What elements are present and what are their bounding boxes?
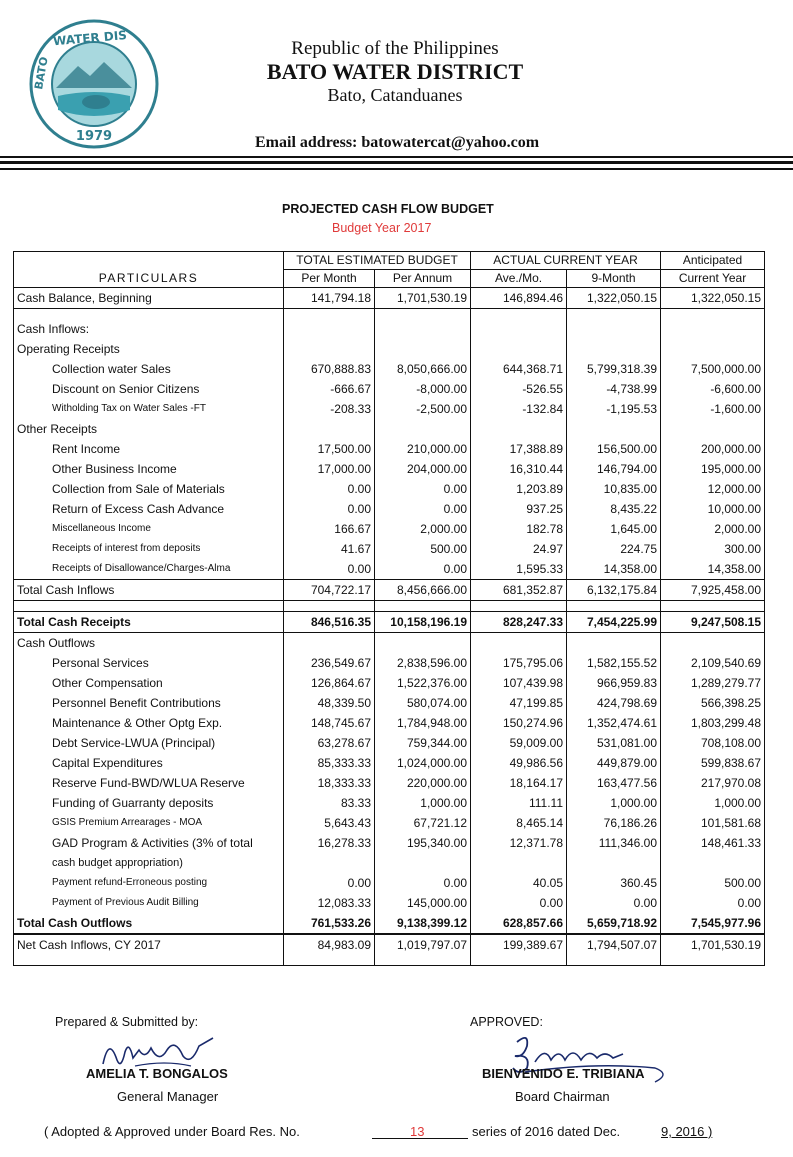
row-value xyxy=(567,955,661,966)
row-value: 0.00 xyxy=(284,499,375,519)
row-value: 6,132,175.84 xyxy=(567,580,661,601)
approved-position: Board Chairman xyxy=(515,1089,610,1104)
header-rule-1 xyxy=(0,156,793,158)
row-value: 670,888.83 xyxy=(284,359,375,379)
row-value xyxy=(567,853,661,873)
email-address: batowatercat@yahoo.com xyxy=(361,134,540,151)
row-value: 599,838.67 xyxy=(661,753,765,773)
row-value: -1,600.00 xyxy=(661,399,765,419)
row-value: 0.00 xyxy=(284,479,375,499)
row-value: 16,278.33 xyxy=(284,833,375,853)
row-value xyxy=(567,419,661,439)
row-value: 7,925,458.00 xyxy=(661,580,765,601)
bwd-seal-logo xyxy=(28,18,160,150)
row-value xyxy=(284,339,375,359)
row-value: 148,745.67 xyxy=(284,713,375,733)
row-value xyxy=(375,853,471,873)
row-value: 83.33 xyxy=(284,793,375,813)
org-location: Bato, Catanduanes xyxy=(327,85,463,105)
row-label: Cash Balance, Beginning xyxy=(14,288,284,309)
table-row xyxy=(14,955,765,966)
row-label: Cash Inflows: xyxy=(14,319,284,339)
row-label: Collection water Sales xyxy=(14,359,284,379)
svg-text:BATO: BATO xyxy=(32,55,51,91)
row-value: 1,595.33 xyxy=(471,559,567,580)
row-value: -6,600.00 xyxy=(661,379,765,399)
prepared-position: General Manager xyxy=(117,1089,219,1104)
row-value xyxy=(567,601,661,612)
row-label: Collection from Sale of Materials xyxy=(14,479,284,499)
row-value xyxy=(661,309,765,320)
row-value: 1,000.00 xyxy=(567,793,661,813)
table-row xyxy=(14,673,765,693)
row-label: Personnel Benefit Contributions xyxy=(14,693,284,713)
row-value: 0.00 xyxy=(567,893,661,913)
row-value: 49,986.56 xyxy=(471,753,567,773)
row-value: 300.00 xyxy=(661,539,765,559)
table-row xyxy=(14,733,765,753)
row-value: 17,388.89 xyxy=(471,439,567,459)
table-row xyxy=(14,633,765,654)
row-value xyxy=(471,419,567,439)
table-row xyxy=(14,853,765,873)
header-rule-2 xyxy=(0,161,793,164)
row-value xyxy=(661,419,765,439)
row-label xyxy=(14,309,284,320)
row-label: Cash Outflows xyxy=(14,633,284,654)
row-value: 9,247,508.15 xyxy=(661,612,765,633)
svg-text:WATER DIS: WATER DIS xyxy=(52,27,128,49)
row-value xyxy=(375,601,471,612)
row-value xyxy=(471,955,567,966)
header-budget: TOTAL ESTIMATED BUDGET xyxy=(284,252,471,270)
table-row xyxy=(14,519,765,539)
row-value: 0.00 xyxy=(375,479,471,499)
row-value: 644,368.71 xyxy=(471,359,567,379)
row-value: 2,838,596.00 xyxy=(375,653,471,673)
row-label: Rent Income xyxy=(14,439,284,459)
row-value: 9,138,399.12 xyxy=(375,913,471,934)
table-row xyxy=(14,833,765,853)
row-label: Miscellaneous Income xyxy=(14,519,284,539)
row-value: 0.00 xyxy=(375,873,471,893)
table-row xyxy=(14,499,765,519)
row-value: 1,024,000.00 xyxy=(375,753,471,773)
row-label: Receipts of interest from deposits xyxy=(14,539,284,559)
row-value: 360.45 xyxy=(567,873,661,893)
row-value: 163,477.56 xyxy=(567,773,661,793)
table-row xyxy=(14,479,765,499)
row-label: Personal Services xyxy=(14,653,284,673)
row-value xyxy=(284,419,375,439)
row-value: 195,340.00 xyxy=(375,833,471,853)
table-row xyxy=(14,288,765,309)
row-value: 424,798.69 xyxy=(567,693,661,713)
row-value xyxy=(284,309,375,320)
row-label: Payment refund-Erroneous posting xyxy=(14,873,284,893)
row-value: 156,500.00 xyxy=(567,439,661,459)
row-value: 101,581.68 xyxy=(661,813,765,833)
row-label: Other Business Income xyxy=(14,459,284,479)
org-name: BATO WATER DISTRICT xyxy=(266,59,524,84)
row-value: 7,454,225.99 xyxy=(567,612,661,633)
row-value: 10,000.00 xyxy=(661,499,765,519)
row-value: 1,322,050.15 xyxy=(567,288,661,309)
row-label xyxy=(14,955,284,966)
row-value: 126,864.67 xyxy=(284,673,375,693)
row-value: 846,516.35 xyxy=(284,612,375,633)
row-value: 2,000.00 xyxy=(375,519,471,539)
row-value xyxy=(375,339,471,359)
table-row xyxy=(14,359,765,379)
table-row xyxy=(14,399,765,419)
row-value xyxy=(567,633,661,654)
row-value: 759,344.00 xyxy=(375,733,471,753)
row-value: 1,322,050.15 xyxy=(661,288,765,309)
row-label: Return of Excess Cash Advance xyxy=(14,499,284,519)
row-value: -208.33 xyxy=(284,399,375,419)
row-value: 146,794.00 xyxy=(567,459,661,479)
row-value: 828,247.33 xyxy=(471,612,567,633)
row-value: 148,461.33 xyxy=(661,833,765,853)
approved-label: APPROVED: xyxy=(470,1015,543,1029)
row-value xyxy=(284,955,375,966)
row-value: -132.84 xyxy=(471,399,567,419)
row-value: 1,352,474.61 xyxy=(567,713,661,733)
row-value xyxy=(471,853,567,873)
row-value xyxy=(471,319,567,339)
table-body xyxy=(14,288,765,966)
table-row xyxy=(14,309,765,320)
subheader-9-month: 9-Month xyxy=(567,270,661,288)
subheader-current-year: Current Year xyxy=(661,270,765,288)
row-label: Receipts of Disallowance/Charges-Alma xyxy=(14,559,284,580)
row-value: 0.00 xyxy=(375,559,471,580)
row-label: Maintenance & Other Optg Exp. xyxy=(14,713,284,733)
row-label: Operating Receipts xyxy=(14,339,284,359)
subheader-per-annum: Per Annum xyxy=(375,270,471,288)
row-value: 175,795.06 xyxy=(471,653,567,673)
row-value: 1,701,530.19 xyxy=(661,934,765,955)
row-value: 18,333.33 xyxy=(284,773,375,793)
email-line xyxy=(255,134,539,152)
row-value: 199,389.67 xyxy=(471,934,567,955)
row-label: GSIS Premium Arrearages - MOA xyxy=(14,813,284,833)
row-value xyxy=(375,633,471,654)
row-value: 8,435.22 xyxy=(567,499,661,519)
row-value xyxy=(375,319,471,339)
header-anticipated: Anticipated xyxy=(661,252,765,270)
row-label: Debt Service-LWUA (Principal) xyxy=(14,733,284,753)
row-value xyxy=(471,309,567,320)
footer-res-no: 13 xyxy=(410,1124,425,1139)
row-value: 0.00 xyxy=(375,499,471,519)
row-value xyxy=(661,955,765,966)
prepared-label: Prepared & Submitted by: xyxy=(55,1015,199,1029)
table-row xyxy=(14,813,765,833)
table-row xyxy=(14,559,765,580)
row-value: 2,000.00 xyxy=(661,519,765,539)
row-value: 236,549.67 xyxy=(284,653,375,673)
row-value: 0.00 xyxy=(284,559,375,580)
row-value: 1,522,376.00 xyxy=(375,673,471,693)
row-value: 1,203.89 xyxy=(471,479,567,499)
row-value: 166.67 xyxy=(284,519,375,539)
header-particulars: PARTICULARS xyxy=(14,252,284,288)
row-value: 24.97 xyxy=(471,539,567,559)
document-title: PROJECTED CASH FLOW BUDGET xyxy=(282,202,494,216)
table-row xyxy=(14,773,765,793)
header-rule-3 xyxy=(0,168,793,170)
table-row xyxy=(14,873,765,893)
row-value xyxy=(471,633,567,654)
row-value: 14,358.00 xyxy=(567,559,661,580)
prepared-name: AMELIA T. BONGALOS xyxy=(86,1066,228,1081)
row-value: 1,794,507.07 xyxy=(567,934,661,955)
row-label: Other Receipts xyxy=(14,419,284,439)
row-value: 18,164.17 xyxy=(471,773,567,793)
table-row xyxy=(14,319,765,339)
row-value: 12,000.00 xyxy=(661,479,765,499)
row-value xyxy=(661,633,765,654)
row-value: -4,738.99 xyxy=(567,379,661,399)
row-label: Total Cash Outflows xyxy=(14,913,284,934)
row-value: 681,352.87 xyxy=(471,580,567,601)
row-value: 531,081.00 xyxy=(567,733,661,753)
row-value xyxy=(284,853,375,873)
row-value: 210,000.00 xyxy=(375,439,471,459)
row-value xyxy=(567,319,661,339)
row-value: 580,074.00 xyxy=(375,693,471,713)
org-header xyxy=(210,38,580,106)
row-value xyxy=(567,339,661,359)
row-value: 10,158,196.19 xyxy=(375,612,471,633)
row-value: 76,186.26 xyxy=(567,813,661,833)
row-value: 8,050,666.00 xyxy=(375,359,471,379)
row-label: GAD Program & Activities (3% of total xyxy=(14,833,284,853)
row-label: Net Cash Inflows, CY 2017 xyxy=(14,934,284,955)
row-value xyxy=(661,853,765,873)
row-value: 704,722.17 xyxy=(284,580,375,601)
row-value: 5,643.43 xyxy=(284,813,375,833)
row-value xyxy=(375,955,471,966)
row-value: 16,310.44 xyxy=(471,459,567,479)
row-value xyxy=(375,419,471,439)
email-label: Email address: xyxy=(255,134,358,151)
republic-line: Republic of the Philippines xyxy=(291,38,499,59)
row-value: 5,799,318.39 xyxy=(567,359,661,379)
row-value: 111.11 xyxy=(471,793,567,813)
row-value: 1,784,948.00 xyxy=(375,713,471,733)
row-value: 146,894.46 xyxy=(471,288,567,309)
row-value: 1,000.00 xyxy=(661,793,765,813)
row-value: 1,803,299.48 xyxy=(661,713,765,733)
row-value: 195,000.00 xyxy=(661,459,765,479)
row-value: 1,289,279.77 xyxy=(661,673,765,693)
row-value xyxy=(375,309,471,320)
approved-name: BIENVENIDO E. TRIBIANA xyxy=(482,1066,645,1081)
row-value xyxy=(284,633,375,654)
row-label: Total Cash Receipts xyxy=(14,612,284,633)
row-value: 48,339.50 xyxy=(284,693,375,713)
row-value xyxy=(661,319,765,339)
row-value: 224.75 xyxy=(567,539,661,559)
row-value: 67,721.12 xyxy=(375,813,471,833)
row-value xyxy=(471,601,567,612)
row-value: 1,019,797.07 xyxy=(375,934,471,955)
row-value: 1,000.00 xyxy=(375,793,471,813)
row-value: 145,000.00 xyxy=(375,893,471,913)
row-value: 937.25 xyxy=(471,499,567,519)
row-value: 217,970.08 xyxy=(661,773,765,793)
table-row xyxy=(14,379,765,399)
row-label: cash budget appropriation) xyxy=(14,853,284,873)
row-value: -666.67 xyxy=(284,379,375,399)
row-value: 10,835.00 xyxy=(567,479,661,499)
row-value: -1,195.53 xyxy=(567,399,661,419)
table-row xyxy=(14,601,765,612)
row-value: 0.00 xyxy=(471,893,567,913)
row-value xyxy=(661,601,765,612)
row-value: 111,346.00 xyxy=(567,833,661,853)
row-label: Other Compensation xyxy=(14,673,284,693)
row-label: Capital Expenditures xyxy=(14,753,284,773)
table-row xyxy=(14,793,765,813)
row-value: 150,274.96 xyxy=(471,713,567,733)
row-value: 0.00 xyxy=(661,893,765,913)
row-value: 966,959.83 xyxy=(567,673,661,693)
subheader-ave-mo: Ave./Mo. xyxy=(471,270,567,288)
cash-flow-table xyxy=(13,251,765,966)
row-value xyxy=(567,309,661,320)
row-value: 628,857.66 xyxy=(471,913,567,934)
footer-text-before: ( Adopted & Approved under Board Res. No. xyxy=(44,1124,300,1139)
row-value: 2,109,540.69 xyxy=(661,653,765,673)
table-row xyxy=(14,653,765,673)
row-value: 220,000.00 xyxy=(375,773,471,793)
table-row xyxy=(14,713,765,733)
subheader-per-month: Per Month xyxy=(284,270,375,288)
row-label: Total Cash Inflows xyxy=(14,580,284,601)
row-label: Payment of Previous Audit Billing xyxy=(14,893,284,913)
row-value: 17,500.00 xyxy=(284,439,375,459)
row-value: 5,659,718.92 xyxy=(567,913,661,934)
row-label: Reserve Fund-BWD/WLUA Reserve xyxy=(14,773,284,793)
row-value: -2,500.00 xyxy=(375,399,471,419)
table-row xyxy=(14,612,765,633)
row-value: 1,701,530.19 xyxy=(375,288,471,309)
row-value: 449,879.00 xyxy=(567,753,661,773)
row-value: 761,533.26 xyxy=(284,913,375,934)
svg-text:1979: 1979 xyxy=(75,129,113,144)
table-row xyxy=(14,913,765,934)
row-value: -8,000.00 xyxy=(375,379,471,399)
row-value: -526.55 xyxy=(471,379,567,399)
row-value: 107,439.98 xyxy=(471,673,567,693)
row-value: 85,333.33 xyxy=(284,753,375,773)
row-value: 1,582,155.52 xyxy=(567,653,661,673)
row-value: 500.00 xyxy=(661,873,765,893)
row-value: 0.00 xyxy=(284,873,375,893)
row-value: 63,278.67 xyxy=(284,733,375,753)
row-value: 7,500,000.00 xyxy=(661,359,765,379)
table-row xyxy=(14,893,765,913)
row-value: 14,358.00 xyxy=(661,559,765,580)
row-value: 17,000.00 xyxy=(284,459,375,479)
table-row xyxy=(14,753,765,773)
row-label: Funding of Guarranty deposits xyxy=(14,793,284,813)
row-value xyxy=(284,319,375,339)
table-row xyxy=(14,693,765,713)
row-value: 141,794.18 xyxy=(284,288,375,309)
row-value: 47,199.85 xyxy=(471,693,567,713)
row-value: 40.05 xyxy=(471,873,567,893)
table-row xyxy=(14,539,765,559)
row-value xyxy=(471,339,567,359)
row-label: Witholding Tax on Water Sales -FT xyxy=(14,399,284,419)
row-value: 12,083.33 xyxy=(284,893,375,913)
row-value: 182.78 xyxy=(471,519,567,539)
row-value: 84,983.09 xyxy=(284,934,375,955)
row-value: 59,009.00 xyxy=(471,733,567,753)
row-label xyxy=(14,601,284,612)
table-row xyxy=(14,439,765,459)
document-subtitle: Budget Year 2017 xyxy=(332,221,432,235)
row-value: 41.67 xyxy=(284,539,375,559)
row-value: 200,000.00 xyxy=(661,439,765,459)
row-value: 12,371.78 xyxy=(471,833,567,853)
table-row xyxy=(14,419,765,439)
row-value xyxy=(284,601,375,612)
header-actual: ACTUAL CURRENT YEAR xyxy=(471,252,661,270)
row-value: 1,645.00 xyxy=(567,519,661,539)
footer-text-middle: series of 2016 dated Dec. xyxy=(472,1124,621,1139)
row-value: 8,456,666.00 xyxy=(375,580,471,601)
row-value: 7,545,977.96 xyxy=(661,913,765,934)
table-row xyxy=(14,339,765,359)
table-row xyxy=(14,459,765,479)
row-value xyxy=(661,339,765,359)
row-value: 500.00 xyxy=(375,539,471,559)
table-row xyxy=(14,934,765,955)
table-row xyxy=(14,580,765,601)
row-value: 708,108.00 xyxy=(661,733,765,753)
footer-date: 9, 2016 ) xyxy=(661,1124,713,1139)
row-value: 8,465.14 xyxy=(471,813,567,833)
row-value: 566,398.25 xyxy=(661,693,765,713)
row-label: Discount on Senior Citizens xyxy=(14,379,284,399)
row-value: 204,000.00 xyxy=(375,459,471,479)
